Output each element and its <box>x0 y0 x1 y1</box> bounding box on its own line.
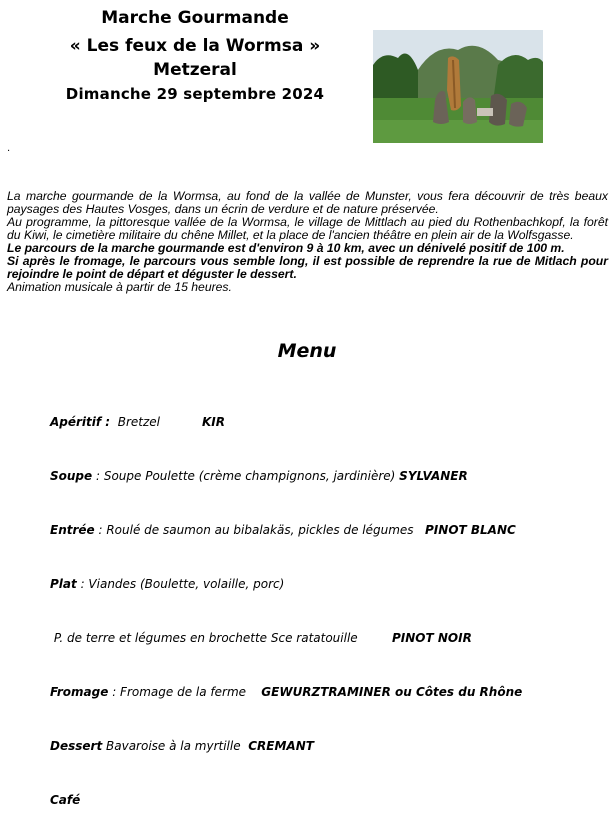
menu-wine: GEWURZTRAMINER ou Côtes du Rhône <box>261 685 523 699</box>
menu-row-plat-2 <box>50 629 522 647</box>
menu-dish: : Fromage de la ferme <box>108 685 262 699</box>
menu-label: Fromage <box>50 685 109 699</box>
intro-paragraph-2: Au programme, la pittoresque vallée de la Wormsa, le village de Mittlach au pied du Rothenbachkopf, la forêt du Kiwi, le cimetière militaire du chêne Millet, et la place de l'ancien théâtre en plein air de la Wolfsgasse. <box>7 215 608 242</box>
menu-label: Café <box>50 793 81 807</box>
intro-text <box>7 190 608 294</box>
event-title: Marche Gourmande <box>101 8 289 28</box>
menu-label: Apéritif : <box>50 415 111 429</box>
intro-paragraph-1: La marche gourmande de la Wormsa, au fond de la vallée de Munster, vous fera découvrir de très beaux paysages des Hautes Vosges, dans un écrin de verdure et de nature préservée. <box>7 189 608 216</box>
intro-paragraph-5: Animation musicale à partir de 15 heures. <box>7 280 232 294</box>
event-date: Dimanche 29 septembre 2024 <box>65 85 325 103</box>
menu-wine: PINOT BLANC <box>425 523 516 537</box>
menu-row-fromage <box>50 683 522 701</box>
menu-row-soupe <box>50 467 522 485</box>
menu-row-cafe <box>50 791 522 809</box>
menu-label: Entrée <box>50 523 95 537</box>
menu-dish: : Viandes (Boulette, volaille, porc) <box>76 577 285 591</box>
menu-row-dessert <box>50 737 522 755</box>
outdoor-park-photo <box>373 30 543 143</box>
menu-label: Soupe <box>50 469 93 483</box>
menu-dish: P. de terre et légumes en brochette Sce ratatouille <box>50 631 392 645</box>
menu-title: Menu <box>277 340 337 362</box>
menu-wine: KIR <box>201 415 225 429</box>
menu-dish: : Soupe Poulette (crème champignons, jardinière) <box>92 469 400 483</box>
menu-wine: SYLVANER <box>399 469 468 483</box>
menu-wine: CREMANT <box>248 739 314 753</box>
menu-label: Dessert <box>50 739 103 753</box>
menu-dish: : Roulé de saumon au bibalakäs, pickles de légumes <box>94 523 426 537</box>
intro-paragraph-4: Si après le fromage, le parcours vous semble long, il est possible de reprendre la rue de Mitlach pour rejoindre le point de départ et déguster le dessert. <box>7 254 608 281</box>
menu-wine: PINOT NOIR <box>392 631 472 645</box>
intro-paragraph-3: Le parcours de la marche gourmande est d'environ 9 à 10 km, avec un dénivelé positif de 100 m. <box>7 241 565 255</box>
menu-dish: Bretzel <box>110 415 202 429</box>
stray-dot: . <box>7 143 11 154</box>
menu-list <box>50 377 522 827</box>
menu-row-aperitif <box>50 413 522 431</box>
menu-row-plat <box>50 575 522 593</box>
menu-label: Plat <box>50 577 77 591</box>
event-location: Metzeral <box>153 60 237 80</box>
menu-row-entree <box>50 521 522 539</box>
event-subtitle: « Les feux de la Wormsa » <box>69 36 321 56</box>
menu-dish: Bavaroise à la myrtille <box>102 739 249 753</box>
